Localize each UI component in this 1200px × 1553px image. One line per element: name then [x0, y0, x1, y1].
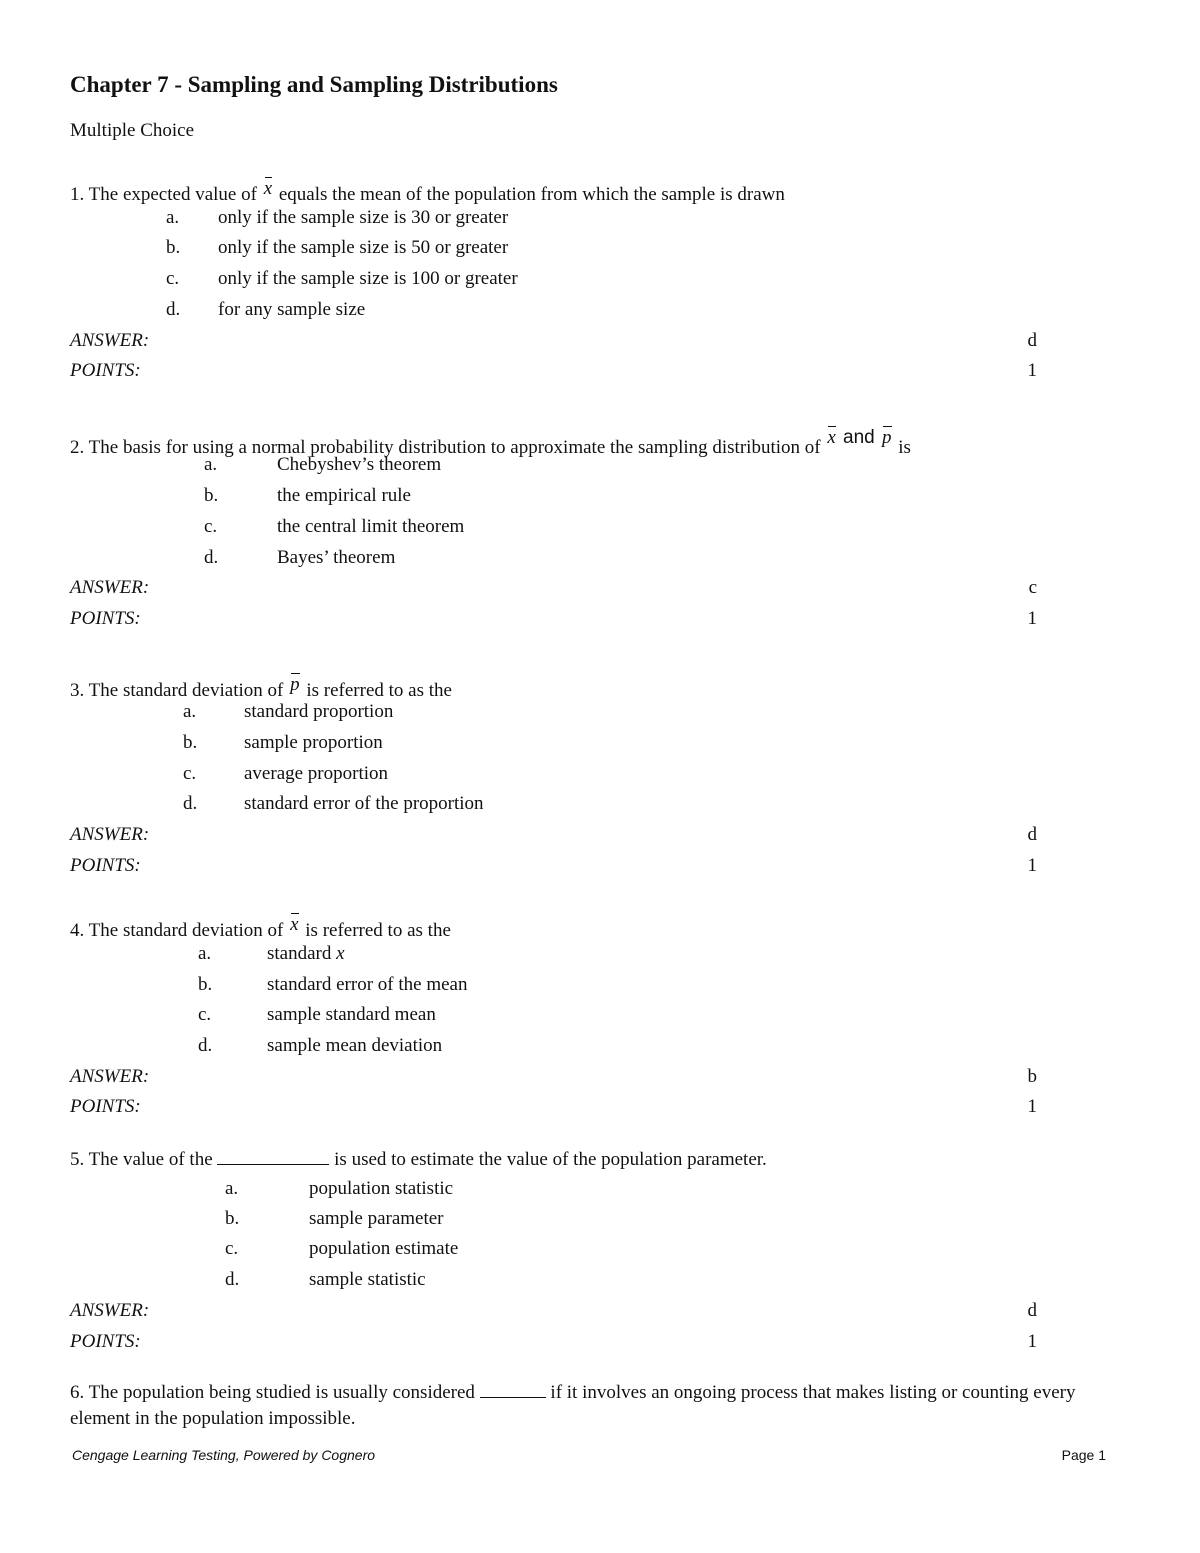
choice-letter: a. [225, 1178, 239, 1199]
choice-letter: d. [166, 299, 181, 320]
choice-text: Bayes’ theorem [277, 547, 396, 568]
stem-text: if it involves an ongoing process that makes listing or counting every element in the population impossible. [70, 1382, 1076, 1429]
choice-letter: a. [204, 454, 218, 475]
answer-value: c [1028, 577, 1037, 598]
choice-letter: a. [166, 207, 180, 228]
answer-label: ANSWER: [70, 577, 150, 598]
choice-letter: c. [204, 516, 218, 537]
choice-text-italic: x [336, 943, 345, 964]
answer-label: ANSWER: [70, 824, 150, 845]
question-stem [70, 1149, 767, 1171]
choice-letter: a. [198, 943, 212, 964]
stem-text: 2. The basis for using a normal probability distribution to approximate the sampling distribution of [70, 437, 826, 458]
choice-letter: c. [225, 1238, 239, 1259]
stem-text: is [893, 437, 911, 458]
question-stem [70, 178, 785, 206]
stem-text: is referred to as the [301, 680, 452, 701]
choice-letter: c. [183, 763, 197, 784]
choice-text: population estimate [309, 1238, 459, 1259]
choice-letter: d. [198, 1035, 213, 1056]
question-stem [70, 427, 911, 459]
answer-blank [480, 1383, 546, 1398]
stem-text: equals the mean of the population from which the sample is drawn [274, 184, 785, 205]
points-value: 1 [1027, 1096, 1037, 1117]
choice-letter: b. [198, 974, 213, 995]
answer-value: d [1027, 1300, 1037, 1321]
page-title: Chapter 7 - Sampling and Sampling Distributions [70, 72, 558, 97]
stem-text: is used to estimate the value of the population parameter. [329, 1149, 767, 1170]
x-bar-symbol: x [263, 178, 273, 199]
choice-letter: d. [183, 793, 198, 814]
points-value: 1 [1027, 360, 1037, 381]
choice-letter: b. [183, 732, 198, 753]
choice-text: sample parameter [309, 1208, 444, 1229]
choice-text: sample standard mean [267, 1004, 436, 1025]
stem-text: 3. The standard deviation of [70, 680, 289, 701]
points-value: 1 [1027, 608, 1037, 629]
choice-text: average proportion [244, 763, 389, 784]
choice-text: sample statistic [309, 1269, 426, 1290]
question-stem [70, 1380, 1090, 1432]
choice-letter: c. [166, 268, 180, 289]
choice-text [267, 943, 345, 965]
choice-text: Chebyshev’s theorem [277, 454, 442, 475]
p-bar-symbol: p [882, 427, 892, 448]
page-number: Page 1 [1061, 1447, 1106, 1463]
choice-letter: b. [204, 485, 219, 506]
choice-text: the central limit theorem [277, 516, 465, 537]
p-bar-symbol: p [290, 674, 300, 695]
choice-text: sample mean deviation [267, 1035, 443, 1056]
stem-text: 6. The population being studied is usually considered [70, 1382, 480, 1403]
stem-text: 5. The value of the [70, 1149, 218, 1170]
points-label: POINTS: [70, 1331, 141, 1352]
points-value: 1 [1027, 1331, 1037, 1352]
choice-text: only if the sample size is 50 or greater [218, 237, 509, 258]
choice-text: the empirical rule [277, 485, 411, 506]
choice-text: standard error of the mean [267, 974, 468, 995]
choice-letter: c. [198, 1004, 212, 1025]
points-label: POINTS: [70, 360, 141, 381]
answer-label: ANSWER: [70, 1300, 150, 1321]
answer-value: d [1027, 330, 1037, 351]
choice-text: only if the sample size is 100 or greater [218, 268, 518, 289]
section-label: Multiple Choice [70, 120, 195, 141]
points-label: POINTS: [70, 608, 141, 629]
answer-value: d [1027, 824, 1037, 845]
choice-text-part: standard [267, 943, 337, 964]
choice-text: sample proportion [244, 732, 383, 753]
stem-text: is referred to as the [300, 920, 451, 941]
question-stem [70, 914, 451, 942]
x-bar-symbol: x [290, 914, 299, 935]
footer-credit: Cengage Learning Testing, Powered by Cognero [72, 1447, 376, 1463]
answer-blank [217, 1150, 329, 1165]
answer-label: ANSWER: [70, 330, 150, 351]
choice-text: for any sample size [218, 299, 366, 320]
choice-letter: b. [166, 237, 181, 258]
stem-text: 4. The standard deviation of [70, 920, 289, 941]
choice-letter: d. [204, 547, 219, 568]
stem-text: 1. The expected value of [70, 184, 262, 205]
points-label: POINTS: [70, 1096, 141, 1117]
choice-letter: b. [225, 1208, 240, 1229]
choice-text: population statistic [309, 1178, 454, 1199]
answer-value: b [1027, 1066, 1037, 1087]
question-stem [70, 674, 452, 702]
choice-letter: d. [225, 1269, 240, 1290]
points-label: POINTS: [70, 855, 141, 876]
answer-label: ANSWER: [70, 1066, 150, 1087]
x-bar-symbol: x [827, 427, 836, 448]
choice-text: standard error of the proportion [244, 793, 484, 814]
choice-letter: a. [183, 701, 197, 722]
choice-text: standard proportion [244, 701, 394, 722]
and-text: and [843, 427, 875, 448]
points-value: 1 [1027, 855, 1037, 876]
choice-text: only if the sample size is 30 or greater [218, 207, 509, 228]
